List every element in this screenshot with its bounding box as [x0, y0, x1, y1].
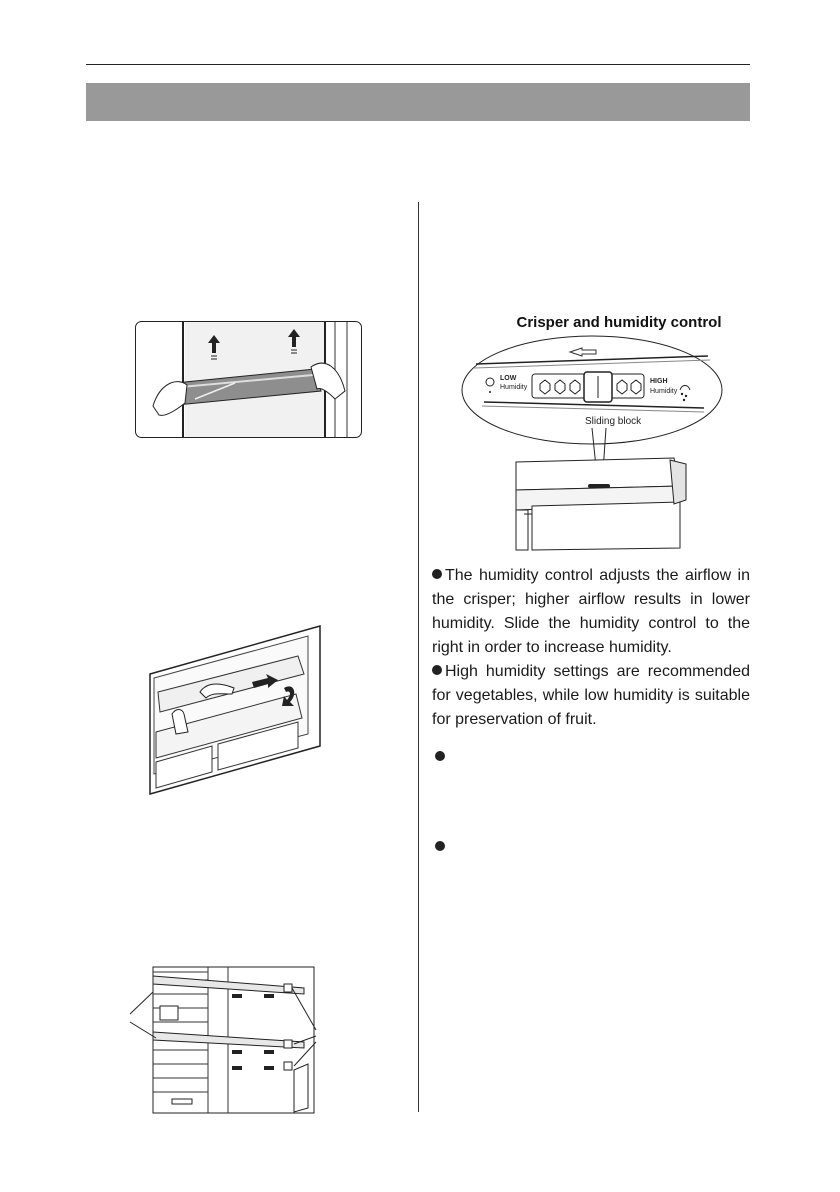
humidity-paragraph-1 [432, 564, 750, 660]
top-rule [86, 64, 750, 65]
high-humidity-label: HIGH [650, 378, 668, 385]
bullet-icon [435, 841, 445, 851]
column-divider [418, 202, 419, 1112]
bullet-icon [435, 751, 445, 761]
low-humidity-sub: Humidity [500, 384, 528, 391]
humidity-paragraph-2 [432, 660, 750, 732]
crisper-figure-title: Crisper and humidity control [516, 314, 722, 331]
bullet-icon [432, 569, 442, 579]
humidity-paragraph-1-text: The humidity control adjusts the airflow in the crisper; higher airflow results in lower humidity. Slide the humidity control to the right in order to increase humidity. [432, 567, 750, 656]
bullet-icon [432, 665, 442, 675]
section-header-bar [86, 83, 750, 121]
high-humidity-sub: Humidity [650, 388, 678, 395]
sliding-block-label: Sliding block [585, 416, 642, 427]
shelf-positions-illustration [128, 966, 318, 1114]
door-bin-illustration [135, 321, 362, 438]
humidity-control-illustration [460, 334, 724, 554]
low-humidity-label: LOW [500, 375, 517, 382]
humidity-paragraph-2-text: High humidity settings are recommended for vegetables, while low humidity is suitable for preservation of fruit. [432, 663, 750, 728]
glass-shelf-illustration [148, 622, 324, 798]
